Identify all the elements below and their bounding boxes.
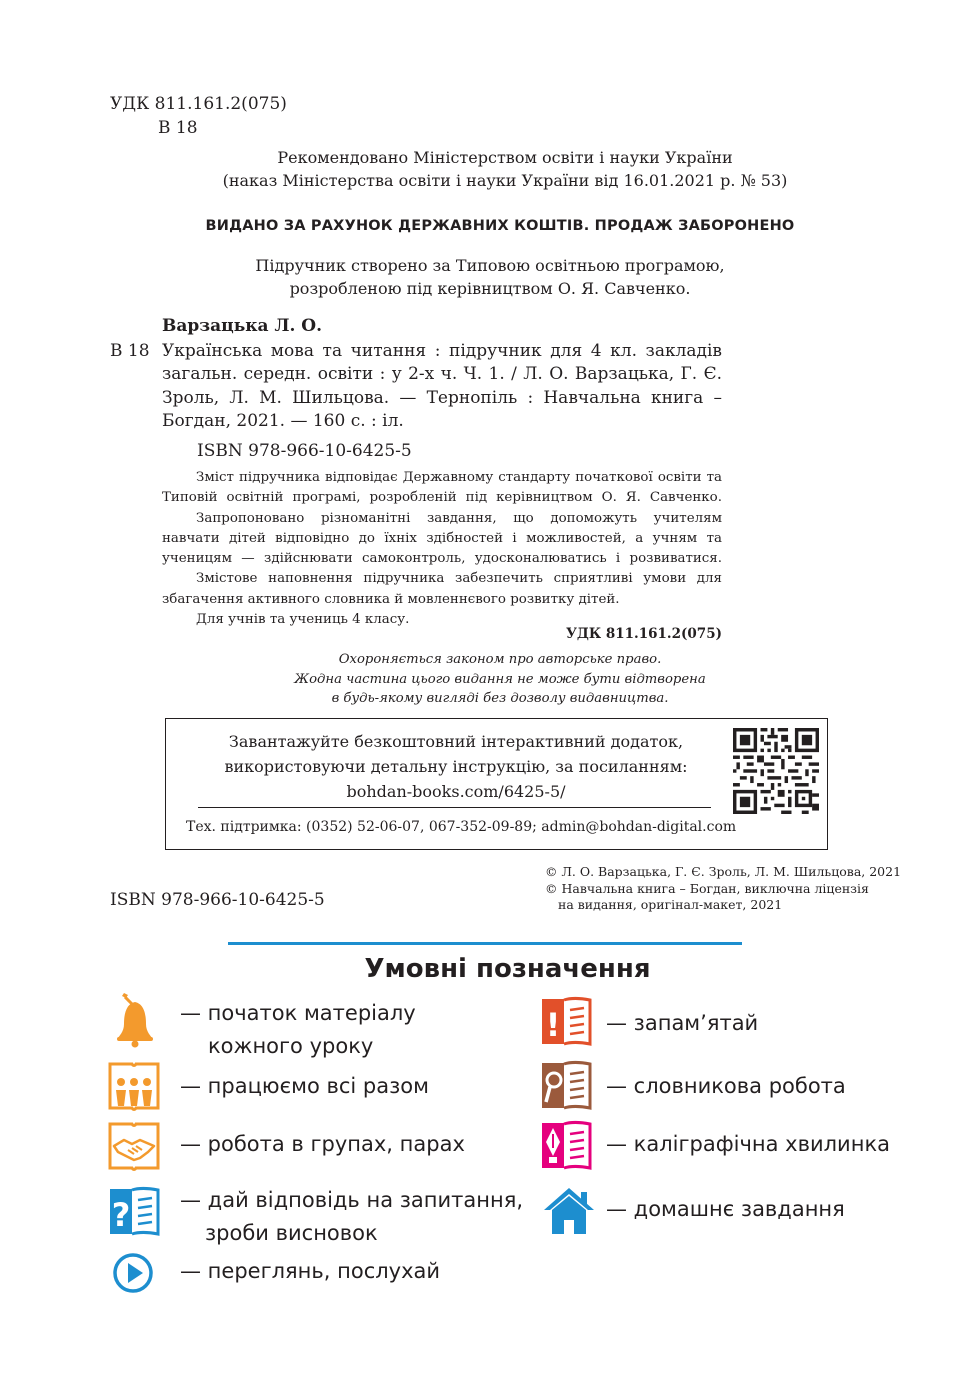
- legend-text: — запам’ятай: [606, 1011, 759, 1035]
- annotation-paragraph: Змістове наповнення підручника забезпечить сприятливі умови для збагачення активного словника й мовленнєвого розвитку дітей.: [162, 571, 722, 607]
- legend-text: — домашнє завдання: [606, 1197, 845, 1221]
- program-block: [150, 254, 830, 300]
- download-line1: Завантажуйте безкоштовний інтерактивний додаток,: [228, 732, 684, 751]
- play-icon[interactable]: [112, 1252, 154, 1294]
- download-link[interactable]: bohdan-books.com/6425-5/: [346, 782, 566, 801]
- copyright-law-notice: [240, 650, 760, 709]
- house-icon: [542, 1186, 596, 1236]
- legend-text: — словникова робота: [606, 1074, 846, 1098]
- svg-text:?: ?: [111, 1196, 131, 1234]
- copyright-law-line1: Охороняється законом про авторське право.: [338, 652, 662, 667]
- bell-icon: [108, 992, 162, 1048]
- book-pen-icon: [540, 1120, 592, 1172]
- program-line1: Підручник створено за Типовою освітньою програмою,: [255, 256, 725, 275]
- book-magnifier-icon: [540, 1060, 592, 1112]
- shelf-code-top: В 18: [158, 118, 198, 138]
- legend-text: — працюємо всі разом: [180, 1074, 429, 1098]
- author-name: Варзацька Л. О.: [162, 316, 323, 336]
- svg-text:!: !: [545, 1006, 561, 1044]
- recommended-line1: Рекомендовано Міністерством освіти і науки України: [277, 148, 733, 167]
- download-line2: використовуючи детальну інструкцію, за посиланням:: [224, 757, 688, 776]
- annotation-paragraph: Запропоновано різноманітні завдання, що допоможуть учителям навчати дітей відповідно до їхніх здібностей і можливостей, а учням та ученицям — здійснювати самоконтроль, удосконалюватись і розвиватися.: [162, 510, 722, 567]
- legend-text: — початок матеріалу: [180, 1001, 416, 1025]
- udk-block: [110, 92, 287, 140]
- annotation-paragraph: Зміст підручника відповідає Державному стандарту початкової освіти та Типовій освітній програмі, розробленій під керівництвом О. Я. Савченко.: [162, 470, 722, 506]
- isbn-catalog: ISBN 978-966-10-6425-5: [197, 441, 412, 461]
- copyright-law-line3: в будь-якому вигляді без дозволу видавництва.: [331, 691, 669, 706]
- copyright-law-line2: Жодна частина цього видання не може бути відтворена: [294, 671, 706, 687]
- book-people-icon: [108, 1060, 160, 1112]
- copyright-line2: © Навчальна книга – Богдан, виключна ліцензія: [545, 880, 869, 896]
- legend-text: — каліграфічна хвилинка: [606, 1132, 890, 1156]
- legend-text: — переглянь, послухай: [180, 1259, 441, 1283]
- program-line2: розробленою під керівництвом О. Я. Савченко.: [289, 279, 691, 298]
- bibliographic-description: Українська мова та читання : підручник для 4 кл. закладів загальн. середн. освіти : у 2-х ч. Ч. 1. / Л. О. Варзацька, Г. Є. Зроль, Л. М. Шильцова. — Тернопіль : Навчальна книга – Богдан, 2021. — 160 с. : іл.: [162, 341, 722, 431]
- download-box: [165, 718, 828, 850]
- copyright-line1: © Л. О. Варзацька, Г. Є. Зроль, Л. М. Шильцова, 2021: [545, 864, 902, 879]
- copyright-notices: [545, 864, 901, 914]
- section-divider: [228, 942, 742, 945]
- udk-top-line: УДК 811.161.2(075): [110, 94, 287, 114]
- isbn-bottom: ISBN 978-966-10-6425-5: [110, 890, 325, 910]
- book-question-icon: [108, 1186, 160, 1238]
- qr-code-icon[interactable]: [733, 728, 819, 814]
- catalog-code: В 18: [110, 341, 150, 361]
- legend-text: кожного уроку: [208, 1034, 374, 1058]
- box-divider: [198, 807, 711, 808]
- recommended-line2: (наказ Міністерства освіти і науки України від 16.01.2021 р. № 53): [222, 171, 788, 190]
- legend-text: зроби висновок: [205, 1221, 378, 1245]
- copyright-line3: на видання, оригінал-макет, 2021: [558, 897, 783, 912]
- legend-title: Умовні позначення: [364, 954, 651, 984]
- tech-support: Тех. підтримка: (0352) 52-06-07, 067-352-09-89; admin@bohdan-digital.com: [186, 819, 737, 835]
- recommendation-block: [160, 146, 850, 192]
- download-text: [196, 729, 716, 804]
- annotation-paragraph: Для учнів та учениць 4 класу.: [196, 612, 410, 628]
- udk-bottom: УДК 811.161.2(075): [565, 626, 722, 642]
- legend-text: — робота в групах, парах: [180, 1132, 465, 1156]
- book-handshake-icon: [108, 1120, 160, 1172]
- annotation: [162, 468, 722, 630]
- book-exclamation-icon: [540, 996, 592, 1048]
- legend-text: — дай відповідь на запитання,: [180, 1188, 524, 1212]
- funded-notice: ВИДАНО ЗА РАХУНОК ДЕРЖАВНИХ КОШТІВ. ПРОДАЖ ЗАБОРОНЕНО: [205, 218, 795, 234]
